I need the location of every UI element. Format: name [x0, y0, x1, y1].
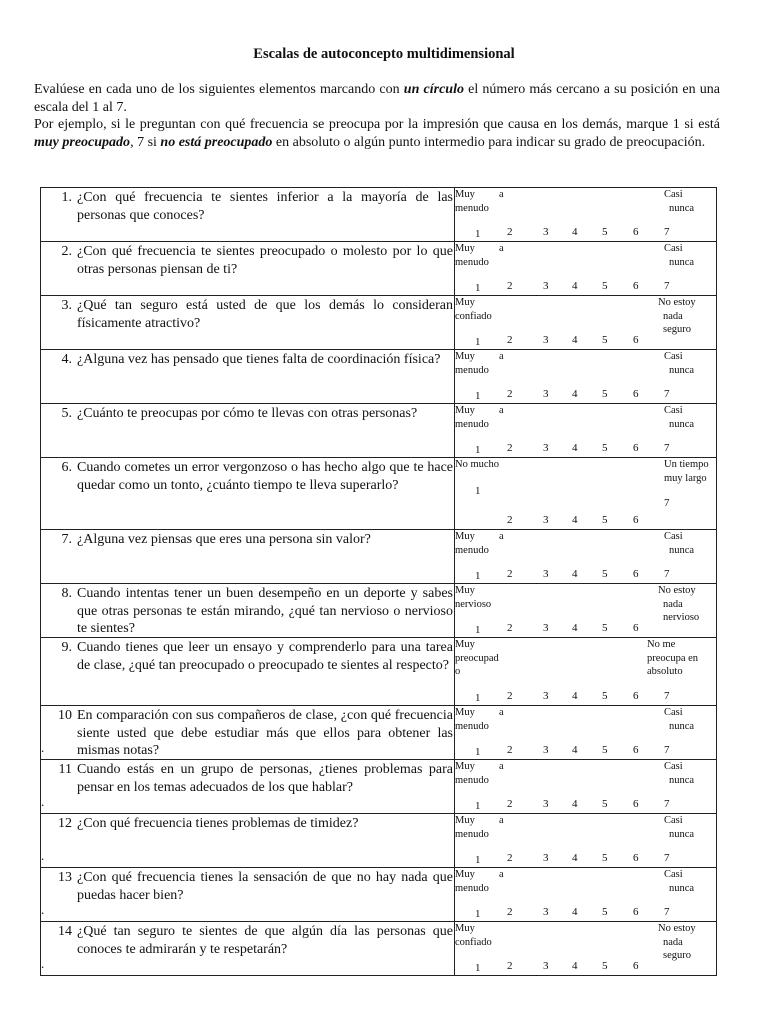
scale-label-low-line: No mucho [455, 459, 500, 470]
scale-option[interactable]: 1 [475, 961, 481, 974]
scale-label-high-line: Casi [664, 869, 683, 880]
scale-option[interactable]: 1 [475, 443, 481, 456]
scale-label-low-a: a [499, 707, 504, 718]
instructions-text: Evalúese en cada uno de los siguientes elementos marcando con [34, 82, 404, 97]
scale-label-low-line: preocupad [455, 652, 499, 664]
scale-label-low [455, 350, 515, 377]
scale-label-high-line: preocupa en [647, 652, 699, 664]
question-row [41, 458, 716, 530]
scale-option[interactable]: 4 [572, 621, 578, 634]
scale-label-low [455, 706, 515, 733]
scale-option[interactable]: 2 [507, 959, 513, 972]
scale-option[interactable]: 6 [633, 905, 639, 918]
scale-option[interactable]: 6 [633, 851, 639, 864]
scale-option[interactable]: 5 [602, 905, 608, 918]
question-cell [41, 242, 454, 295]
question-text: ¿Cuánto te preocupas por cómo te llevas con otras personas? [77, 406, 418, 421]
scale-label-high [664, 458, 726, 485]
scale-label-low [455, 296, 515, 323]
rating-scale [454, 242, 716, 295]
scale-option[interactable]: 2 [507, 225, 513, 238]
scale-option[interactable]: 4 [572, 689, 578, 702]
question-cell [41, 530, 454, 583]
scale-option[interactable]: 6 [633, 621, 639, 634]
question-number: 14 [58, 924, 72, 939]
scale-option[interactable]: 4 [572, 279, 578, 292]
question-row [41, 760, 716, 814]
scale-label-low-line: menudo [455, 364, 489, 376]
rating-scale [454, 706, 716, 759]
scale-label-low-line: Muy [455, 639, 475, 650]
scale-option[interactable]: 7 [664, 225, 670, 238]
scale-label-high-line: Un tiempo [664, 459, 709, 470]
scale-label-high-line: Casi [664, 351, 683, 362]
scale-option[interactable]: 7 [664, 497, 670, 509]
scale-option[interactable]: 1 [475, 389, 481, 402]
scale-option[interactable]: 4 [572, 797, 578, 810]
question-text: ¿Con qué frecuencia tienes problemas de timidez? [77, 816, 359, 831]
rating-scale [454, 584, 716, 637]
scale-label-low-a: a [499, 189, 504, 200]
question-text: ¿Alguna vez piensas que eres una persona sin valor? [77, 532, 371, 547]
scale-option[interactable]: 6 [633, 279, 639, 292]
scale-option[interactable]: 6 [633, 441, 639, 454]
scale-label-low-line: Muy [455, 405, 475, 416]
question-number-dot: . [41, 739, 45, 755]
question-cell [41, 404, 454, 457]
scale-option[interactable]: 2 [507, 441, 513, 454]
scale-option[interactable]: 3 [543, 441, 549, 454]
instructions-text: en absoluto o algún punto intermedio para indicar su grado de preocupación. [272, 134, 706, 150]
scale-option[interactable]: 1 [475, 907, 481, 920]
rating-scale [454, 188, 716, 241]
question-number: 12 [58, 816, 72, 831]
question-number-dot: . [41, 955, 45, 971]
scale-option[interactable]: 4 [572, 441, 578, 454]
scale-label-high-line: muy largo [664, 472, 707, 484]
scale-option[interactable]: 4 [572, 743, 578, 756]
scale-label-high-line: Casi [664, 189, 683, 200]
scale-option[interactable]: 5 [602, 567, 608, 580]
scale-label-low [455, 638, 515, 679]
scale-label-low-a: a [499, 815, 504, 826]
scale-label-low-line: menudo [455, 828, 489, 840]
scale-label-low-a: a [499, 869, 504, 880]
scale-option[interactable]: 4 [572, 513, 578, 526]
scale-option[interactable]: 3 [543, 621, 549, 634]
scale-label-high [664, 706, 726, 733]
scale-option[interactable]: 4 [572, 387, 578, 400]
scale-label-low-line: confiado [455, 936, 492, 948]
scale-label-high [664, 868, 726, 895]
instructions-paragraph-1 [34, 81, 720, 116]
rating-scale [454, 458, 716, 529]
question-text: ¿Qué tan seguro te sientes de que algún día las personas que conoces te admirarán y te respetarán? [77, 924, 453, 957]
scale-label-low-line: Muy [455, 761, 475, 772]
scale-label-low-line: o [455, 666, 461, 677]
scale-option[interactable]: 6 [633, 567, 639, 580]
question-text: Cuando estás en un grupo de personas, ¿tienes problemas para pensar en los temas adecuados de los que hablar? [77, 762, 453, 795]
scale-label-high [664, 404, 726, 431]
scale-option[interactable]: 5 [602, 851, 608, 864]
scale-label-low-line: nervioso [455, 598, 492, 610]
scale-option[interactable]: 3 [543, 225, 549, 238]
question-number: 7. [61, 532, 72, 547]
scale-label-low-line: Muy [455, 297, 475, 308]
scale-label-high-line: nunca [669, 544, 695, 556]
scale-option[interactable]: 5 [602, 959, 608, 972]
question-row [41, 242, 716, 296]
rating-scale [454, 350, 716, 403]
scale-option[interactable]: 4 [572, 905, 578, 918]
rating-scale [454, 922, 716, 975]
scale-option[interactable]: 5 [602, 621, 608, 634]
scale-option[interactable]: 7 [664, 441, 670, 454]
question-text: Cuando cometes un error vergonzoso o has hecho algo que te hace quedar como un tonto, ¿cuánto tiempo te lleva superarlo? [77, 460, 453, 493]
instructions-emphasis: no está preocupado [160, 134, 273, 150]
scale-option[interactable]: 3 [543, 851, 549, 864]
scale-option[interactable]: 3 [543, 797, 549, 810]
question-text: ¿Alguna vez has pensado que tienes falta de coordinación física? [77, 352, 441, 367]
scale-option[interactable]: 2 [507, 905, 513, 918]
scale-option[interactable]: 6 [633, 959, 639, 972]
scale-option[interactable]: 1 [475, 623, 481, 636]
rating-scale [454, 868, 716, 921]
scale-label-high-line: seguro [663, 950, 691, 961]
scale-label-high-line: nunca [669, 256, 695, 268]
question-row [41, 350, 716, 404]
scale-label-high [664, 760, 726, 787]
question-cell [41, 296, 454, 349]
question-number: 5. [61, 406, 72, 421]
scale-option[interactable]: 5 [602, 387, 608, 400]
scale-option[interactable]: 2 [507, 513, 513, 526]
scale-option[interactable]: 3 [543, 567, 549, 580]
question-cell [41, 458, 454, 529]
question-row [41, 638, 716, 706]
scale-label-high-line: nunca [669, 720, 695, 732]
instructions-text: , 7 si [130, 134, 161, 150]
scale-label-low-line: Muy [455, 243, 475, 254]
scale-label-low [455, 760, 515, 787]
scale-label-high-line: absoluto [647, 666, 683, 677]
scale-option[interactable]: 2 [507, 333, 513, 346]
rating-scale [454, 814, 716, 867]
scale-option[interactable]: 1 [475, 227, 481, 240]
question-cell [41, 922, 454, 975]
question-text: Cuando intentas tener un buen desempeño en un deporte y sabes que otras personas te están mirando, ¿qué tan nervioso o nervioso te sientes? [77, 586, 453, 636]
scale-option[interactable]: 5 [602, 225, 608, 238]
question-number: 2. [61, 244, 72, 259]
scale-option[interactable]: 3 [543, 387, 549, 400]
scale-label-low [455, 404, 515, 431]
scale-option[interactable]: 2 [507, 387, 513, 400]
scale-option[interactable]: 3 [543, 513, 549, 526]
question-cell [41, 814, 454, 867]
scale-label-low-line: Muy [455, 869, 475, 880]
scale-option[interactable]: 6 [633, 689, 639, 702]
scale-label-high [647, 638, 709, 679]
scale-label-high [664, 350, 726, 377]
question-row [41, 296, 716, 350]
scale-option[interactable]: 1 [475, 691, 481, 704]
scale-label-high-line: nunca [669, 418, 695, 430]
scale-label-low-line: menudo [455, 544, 489, 556]
scale-option[interactable]: 1 [475, 569, 481, 582]
question-row [41, 868, 716, 922]
scale-option[interactable]: 6 [633, 513, 639, 526]
question-text: ¿Con qué frecuencia te sientes preocupado o molesto por lo que otras personas piensan de ti? [77, 244, 453, 277]
scale-label-low-line: Muy [455, 189, 475, 200]
question-text: ¿Qué tan seguro está usted de que los demás lo consideran físicamente atractivo? [77, 298, 453, 331]
rating-scale [454, 296, 716, 349]
scale-option[interactable]: 5 [602, 513, 608, 526]
question-text: ¿Con qué frecuencia tienes la sensación de que no hay nada que puedas hacer bien? [77, 870, 453, 903]
question-cell [41, 868, 454, 921]
question-row [41, 404, 716, 458]
scale-option[interactable]: 4 [572, 959, 578, 972]
scale-option[interactable]: 7 [664, 567, 670, 580]
scale-option[interactable]: 2 [507, 797, 513, 810]
instructions-text: Por ejemplo, si le preguntan con qué frecuencia se preocupa por la impresión que causa en los demás, marque 1 si está [34, 117, 720, 132]
question-number: 4. [61, 352, 72, 367]
question-number: 3. [61, 298, 72, 313]
scale-label-low-a: a [499, 531, 504, 542]
rating-scale [454, 530, 716, 583]
scale-label-low [455, 922, 515, 949]
scale-label-high-line: Casi [664, 531, 683, 542]
scale-option[interactable]: 3 [543, 279, 549, 292]
scale-label-low [455, 242, 515, 269]
scale-label-high [658, 922, 720, 963]
question-cell [41, 350, 454, 403]
scale-label-high-line: Casi [664, 405, 683, 416]
scale-option[interactable]: 3 [543, 689, 549, 702]
scale-label-low-line: menudo [455, 418, 489, 430]
question-number: 1. [61, 190, 72, 205]
scale-label-high [658, 584, 720, 625]
scale-label-high-line: nada [663, 310, 683, 322]
question-text: En comparación con sus compañeros de clase, ¿con qué frecuencia siente usted que debe estudiar más que ellos para obtener las mismas notas? [77, 708, 453, 758]
scale-option[interactable]: 6 [633, 387, 639, 400]
scale-option[interactable]: 1 [475, 853, 481, 866]
scale-label-high-line: Casi [664, 707, 683, 718]
scale-label-low-line: menudo [455, 256, 489, 268]
scale-option[interactable]: 5 [602, 441, 608, 454]
scale-option[interactable]: 1 [475, 281, 481, 294]
scale-option[interactable]: 1 [475, 745, 481, 758]
question-row [41, 922, 716, 976]
instructions-emphasis: un círculo [403, 82, 464, 97]
scale-label-low-line: menudo [455, 202, 489, 214]
instructions-emphasis: muy preocupado [34, 134, 131, 150]
scale-label-high-line: nunca [669, 364, 695, 376]
question-number: 6. [61, 460, 72, 475]
scale-option[interactable]: 6 [633, 743, 639, 756]
scale-label-high-line: nunca [669, 882, 695, 894]
instructions-paragraph-2 [34, 116, 720, 151]
scale-option[interactable]: 4 [572, 225, 578, 238]
scale-option[interactable]: 2 [507, 279, 513, 292]
scale-label-low [455, 814, 515, 841]
scale-label-low [455, 584, 515, 611]
scale-option[interactable]: 7 [664, 743, 670, 756]
questionnaire-table [40, 187, 717, 976]
scale-option[interactable]: 4 [572, 567, 578, 580]
scale-label-low-a: a [499, 243, 504, 254]
scale-label-low-line: Muy [455, 923, 475, 934]
scale-option[interactable]: 2 [507, 689, 513, 702]
instructions [34, 81, 720, 151]
scale-option[interactable]: 7 [664, 689, 670, 702]
scale-label-low-line: Muy [455, 815, 475, 826]
scale-label-high-line: nervioso [663, 612, 700, 623]
scale-label-high [664, 242, 726, 269]
scale-label-high [658, 296, 720, 337]
scale-label-low-line: Muy [455, 531, 475, 542]
scale-option[interactable]: 3 [543, 905, 549, 918]
scale-label-high-line: Casi [664, 761, 683, 772]
scale-option[interactable]: 7 [664, 851, 670, 864]
scale-label-high-line: seguro [663, 324, 691, 335]
scale-option[interactable]: 4 [572, 851, 578, 864]
scale-label-high-line: nada [663, 598, 683, 610]
question-row [41, 530, 716, 584]
scale-label-high-line: nunca [669, 828, 695, 840]
scale-option[interactable]: 5 [602, 333, 608, 346]
scale-label-high-line: No estoy [658, 297, 696, 308]
scale-label-low-a: a [499, 761, 504, 772]
scale-label-high [664, 188, 726, 215]
rating-scale [454, 760, 716, 813]
page-title: Escalas de autoconcepto multidimensional [253, 46, 515, 62]
scale-option[interactable]: 1 [475, 485, 481, 497]
scale-option[interactable]: 1 [475, 799, 481, 812]
question-cell [41, 638, 454, 705]
scale-label-low-a: a [499, 405, 504, 416]
scale-option[interactable]: 5 [602, 797, 608, 810]
scale-option[interactable]: 7 [664, 279, 670, 292]
scale-option[interactable]: 6 [633, 797, 639, 810]
scale-option[interactable]: 4 [572, 333, 578, 346]
scale-option[interactable]: 7 [664, 905, 670, 918]
question-number-dot: . [41, 793, 45, 809]
scale-label-low-line: menudo [455, 720, 489, 732]
scale-option[interactable]: 6 [633, 333, 639, 346]
scale-option[interactable]: 2 [507, 851, 513, 864]
scale-label-low [455, 458, 515, 472]
scale-label-high-line: nunca [669, 202, 695, 214]
question-row [41, 584, 716, 638]
scale-label-high-line: nada [663, 936, 683, 948]
scale-option[interactable]: 7 [664, 797, 670, 810]
question-row [41, 706, 716, 760]
scale-label-high-line: nunca [669, 774, 695, 786]
scale-label-low-line: menudo [455, 774, 489, 786]
instructions-text: el número más cercano a su posición en una escala del 1 al 7. [34, 82, 720, 115]
question-cell [41, 760, 454, 813]
question-number: 13 [58, 870, 72, 885]
scale-option[interactable]: 2 [507, 621, 513, 634]
scale-option[interactable]: 2 [507, 743, 513, 756]
question-row [41, 188, 716, 242]
scale-label-high-line: Casi [664, 815, 683, 826]
scale-label-low [455, 530, 515, 557]
scale-option[interactable]: 7 [664, 387, 670, 400]
scale-label-low [455, 868, 515, 895]
scale-label-low-line: Muy [455, 585, 475, 596]
scale-option[interactable]: 3 [543, 959, 549, 972]
scale-option[interactable]: 6 [633, 225, 639, 238]
question-cell [41, 584, 454, 637]
scale-label-high-line: Casi [664, 243, 683, 254]
scale-label-low-line: Muy [455, 707, 475, 718]
question-number: 10 [58, 708, 72, 723]
scale-label-low-line: Muy [455, 351, 475, 362]
question-number-dot: . [41, 901, 45, 917]
scale-option[interactable]: 2 [507, 567, 513, 580]
question-number: 11 [58, 762, 72, 777]
question-number: 8. [61, 586, 72, 601]
scale-option[interactable]: 1 [475, 335, 481, 348]
scale-option[interactable]: 5 [602, 743, 608, 756]
scale-label-high [664, 814, 726, 841]
scale-label-high-line: No estoy [658, 923, 696, 934]
scale-option[interactable]: 3 [543, 743, 549, 756]
scale-label-low-line: menudo [455, 882, 489, 894]
scale-label-low [455, 188, 515, 215]
question-row [41, 814, 716, 868]
rating-scale [454, 404, 716, 457]
question-text: ¿Con qué frecuencia te sientes inferior a la mayoría de las personas que conoces? [77, 190, 453, 223]
scale-label-low-line: confiado [455, 310, 492, 322]
question-number: 9. [61, 640, 72, 655]
question-number-dot: . [41, 847, 45, 863]
scale-label-low-a: a [499, 351, 504, 362]
rating-scale [454, 638, 716, 705]
scale-option[interactable]: 3 [543, 333, 549, 346]
scale-label-high-line: No me [647, 639, 676, 650]
scale-option[interactable]: 5 [602, 279, 608, 292]
question-cell [41, 706, 454, 759]
scale-option[interactable]: 5 [602, 689, 608, 702]
question-cell [41, 188, 454, 241]
scale-label-high [664, 530, 726, 557]
scale-label-high-line: No estoy [658, 585, 696, 596]
question-text: Cuando tienes que leer un ensayo y comprenderlo para una tarea de clase, ¿qué tan preocupado o preocupado te sientes al respecto? [77, 640, 453, 673]
